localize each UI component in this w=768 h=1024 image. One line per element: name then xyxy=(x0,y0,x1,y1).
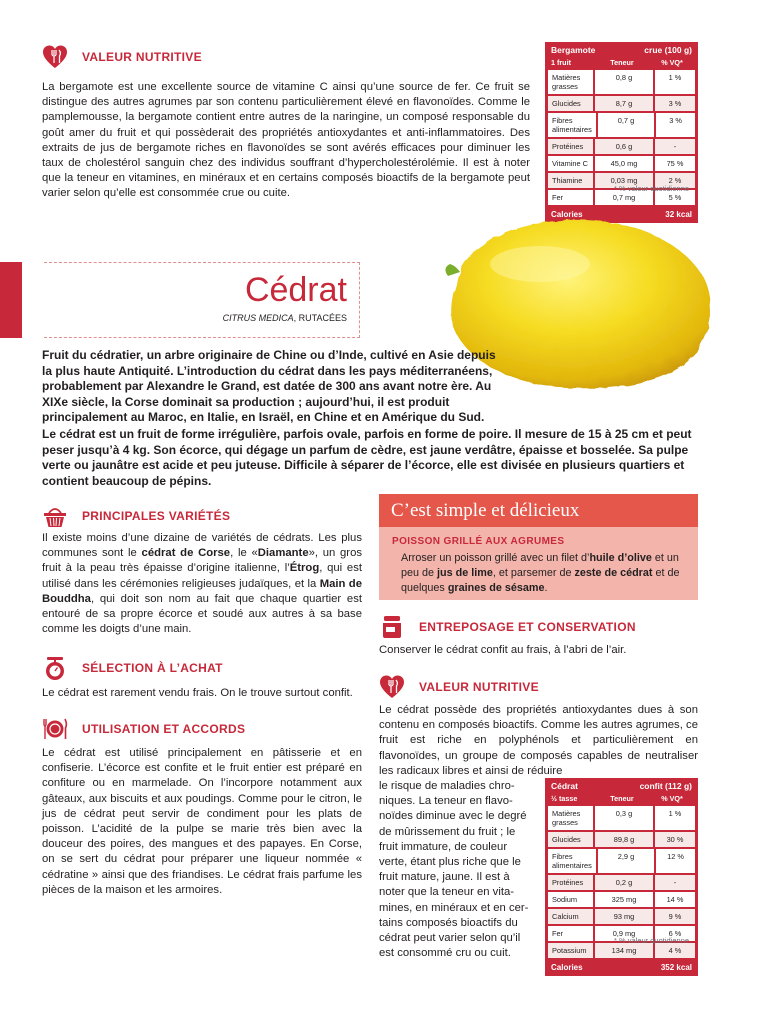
table-cell-value: 45,0 mg xyxy=(595,156,655,171)
table-cell-value: 134 mg xyxy=(595,943,655,958)
table-row xyxy=(548,943,695,960)
text-run: et de quelques xyxy=(401,567,680,594)
table-cell-label: Protéines xyxy=(548,875,595,890)
table-cell-label: Calcium xyxy=(548,909,595,924)
table-cell-vq: 14 % xyxy=(666,895,684,904)
table-cell-value: 0,03 mg xyxy=(595,173,655,188)
table-row xyxy=(548,892,695,909)
text-run: Il existe moins d’une dizaine de variétés de cédrats. Les plus communes sont le xyxy=(42,532,362,560)
text-line: verte, étant plus riche que le xyxy=(379,856,521,869)
table-portion: 1 fruit xyxy=(551,58,571,67)
cedrat-nutrition-lead: Le cédrat possède des propriétés antioxydantes dues à son contenu en composés bioactifs. Comme les autres agrumes, ce fruit est riche en polyphénols et particulièrement en flavonoïdes, un groupe de composés capables de neutraliser les radicaux libres et ainsi de réduire xyxy=(379,704,698,777)
recipe-title: POISSON GRILLÉ AUX AGRUMES xyxy=(392,536,565,547)
col-vq: % VQ* xyxy=(661,794,683,803)
table-cell-vq: 1 % xyxy=(668,73,682,82)
table-footnote: * % valeur quotidienne xyxy=(614,936,690,945)
table-cell-label: Sodium xyxy=(548,892,595,907)
col-vq: % VQ* xyxy=(661,58,683,67)
table-cell-value: 0,3 g xyxy=(595,806,655,830)
text-line: cédrat peut varier selon qu’il xyxy=(379,932,521,945)
latin-name xyxy=(223,313,347,323)
section-title: VALEUR NUTRITIVE xyxy=(82,50,202,64)
text-line: noïdes diminue avec le degré xyxy=(379,810,527,823)
heart-fork-icon xyxy=(379,674,405,700)
text-line: est consommé cru ou cuit. xyxy=(379,947,511,960)
calories-value: 352 kcal xyxy=(660,963,692,972)
variety-main-de-bouddha: Main de Bouddha xyxy=(42,577,362,605)
table-cell-label: Matières grasses xyxy=(548,806,595,830)
section-title: UTILISATION ET ACCORDS xyxy=(82,722,246,736)
heading-entreposage xyxy=(379,614,636,640)
calories-value: 32 kcal xyxy=(665,210,692,219)
table-cell-vq: 30 % xyxy=(666,835,684,844)
page-title: Cédrat xyxy=(244,271,347,309)
table-cell-vq: 6 % xyxy=(668,929,682,938)
table-cell-label: Matières grasses xyxy=(548,70,595,94)
nutrition-table-cedrat xyxy=(545,778,698,976)
text-line: noter que la teneur en vita- xyxy=(379,886,515,899)
text-line: le risque de maladies chro- xyxy=(379,780,515,792)
text-line: tains composés bioactifs du xyxy=(379,916,518,929)
title-accent-bar xyxy=(0,262,22,338)
table-row xyxy=(548,909,695,926)
heart-fork-icon xyxy=(42,44,68,70)
table-row xyxy=(548,96,695,113)
table-cell-value: 8,7 g xyxy=(595,96,655,111)
table-fruit-name: Cédrat xyxy=(551,781,578,791)
table-cell-value: 0,9 mg xyxy=(595,926,655,941)
table-cell-vq: 3 % xyxy=(668,99,682,108)
varietes-text xyxy=(42,531,362,637)
text-line: fruit mature, jaune. Il est à xyxy=(379,871,510,884)
table-cell-value: 89,8 g xyxy=(595,832,655,847)
text-run: , qui est utilisé dans les cérémonies religieuses judaïques, et la xyxy=(42,562,362,590)
table-row xyxy=(548,832,695,849)
table-fruit-name: Bergamote xyxy=(551,45,596,55)
intro-paragraph-2: Le cédrat est un fruit de forme irrégulière, parfois ovale, parfois en forme de poire. Il mesure de 15 à 25 cm et peut peser jusqu’à 4 kg. Son écorce, qui dégage un parfum de cèdre, est jaune verdâtre, épaisse et bosselée. Sa pulpe verte ou jaunâtre est acide et peu juteuse. Difficile à séparer de l’écorce, elle est divisée en plusieurs quartiers et contient beaucoup de pépins. xyxy=(42,427,692,488)
table-state: crue (100 g) xyxy=(644,45,692,55)
table-cell-vq: 3 % xyxy=(669,116,682,125)
entreposage-text: Conserver le cédrat confit au frais, à l’abri de l’air. xyxy=(379,644,627,656)
text-run: Arroser un poisson grillé avec un filet d’ xyxy=(401,552,590,564)
table-cell-label: Fer xyxy=(548,926,595,941)
recipe-band-title: C’est simple et délicieux xyxy=(379,494,698,527)
table-cell-label: Fibres alimentaires xyxy=(548,849,598,873)
table-row xyxy=(548,806,695,832)
calories-label: Calories xyxy=(551,210,583,219)
table-cell-label: Glucides xyxy=(548,832,595,847)
table-cell-label: Thiamine xyxy=(548,173,595,188)
table-state: confit (112 g) xyxy=(639,781,692,791)
table-cell-vq: - xyxy=(673,878,677,887)
table-cell-value: 325 mg xyxy=(595,892,655,907)
table-cell-vq: - xyxy=(673,142,677,151)
table-cell-label: Glucides xyxy=(548,96,595,111)
jar-icon xyxy=(379,614,405,640)
latin-species: CITRUS MEDICA xyxy=(222,313,294,323)
section-title: ENTREPOSAGE ET CONSERVATION xyxy=(419,620,636,634)
text-run: , qui doit son nom au fait que chaque quartier est entouré de sa propre écorce et soudé aux autres à sa base comme les doigts d’une main. xyxy=(42,592,362,636)
table-cell-value: 0,8 g xyxy=(595,70,655,94)
intro-paragraph-1: Fruit du cédratier, un arbre originaire de Chine ou d’Inde, cultivé en Asie depuis la plus haute Antiquité. L’introduction du cédrat dans les pays méditerranéens, probablement par Alexandre le Grand, est datée de 300 ans avant notre ère. Au XIXe siècle, la Corse dominait sa production ; aujourd’hui, il est produit principalement au Maroc, en Italie, en Israël, en Chine et en Amérique du Sud. xyxy=(42,348,496,425)
table-row xyxy=(548,139,695,156)
table-cell-label: Fer xyxy=(548,190,595,205)
heading-selection xyxy=(42,655,223,681)
variety-corse: cédrat de Corse xyxy=(141,547,231,560)
scale-icon xyxy=(42,655,68,681)
table-cell-label: Potassium xyxy=(548,943,595,958)
heading-utilisation xyxy=(42,716,245,742)
text-run: », un gros fruit à la peau très épaisse d’origine italienne, l’ xyxy=(42,547,363,575)
cedrat-nutrition-column xyxy=(379,779,537,961)
table-cell-value: 93 mg xyxy=(595,909,655,924)
table-footnote: * % valeur quotidienne xyxy=(614,184,690,193)
table-cell-label: Protéines xyxy=(548,139,595,154)
table-row xyxy=(548,875,695,892)
basket-icon xyxy=(42,503,68,529)
table-cell-value: 0,6 g xyxy=(595,139,655,154)
section-title: VALEUR NUTRITIVE xyxy=(419,680,539,694)
table-row xyxy=(548,70,695,96)
plant-family: , RUTACÉES xyxy=(293,313,347,323)
table-cell-value: 0,7 g xyxy=(598,113,656,137)
text-line: niques. La teneur en flavo- xyxy=(379,795,513,808)
text-run: , le « xyxy=(230,547,258,560)
ingredient-olive-oil: huile d’olive xyxy=(589,552,652,564)
text-run: . xyxy=(544,582,548,594)
table-cell-label: Fibres alimentaires xyxy=(548,113,598,137)
heading-valeur-nutritive-top xyxy=(42,44,202,70)
table-cell-vq: 9 % xyxy=(668,912,682,921)
table-cell-vq: 12 % xyxy=(667,852,684,861)
table-cell-vq: 1 % xyxy=(668,809,682,818)
ingredient-lime-juice: jus de lime xyxy=(437,567,493,579)
table-row xyxy=(548,849,695,875)
table-cell-value: 2,9 g xyxy=(598,849,656,873)
text-line: de mûrissement du fruit ; le xyxy=(379,825,516,838)
title-block xyxy=(44,262,360,338)
section-title: SÉLECTION À L’ACHAT xyxy=(82,661,223,675)
table-cell-vq: 5 % xyxy=(668,193,682,202)
ingredient-sesame: graines de sésame xyxy=(447,582,545,594)
heading-varietes xyxy=(42,503,230,529)
recipe-text xyxy=(401,551,686,596)
ingredient-cedrat-zest: zeste de cédrat xyxy=(574,567,653,579)
text-line: mines, en minéraux et en cer- xyxy=(379,901,529,914)
col-teneur: Teneur xyxy=(610,58,634,67)
utilisation-text: Le cédrat est utilisé principalement en pâtisserie et en confiserie. L’écorce est confite et le fruit entier est préparé en confiture ou en marmelade. On l’incorpore notamment aux gâteaux, aux biscuits et aux poudings. Comme pour le citron, le jus de cédrat peut servir de condiment pour les plats de poisson. L’acidité de la pulpe se marie très bien avec la douceur des poires, des mangues et des papayes. En Corse, on se sert du cédrat pour préparer une liqueur nommée « cédratine » ainsi que des friandises. Le cédrat frais parfume les pièces de la maison et les armoires. xyxy=(42,747,362,896)
heading-valeur-nutritive xyxy=(379,674,539,700)
table-cell-vq: 4 % xyxy=(668,946,682,955)
selection-text: Le cédrat est rarement vendu frais. On le trouve surtout confit. xyxy=(42,687,353,699)
table-cell-vq: 2 % xyxy=(668,176,682,185)
recipe-box xyxy=(379,494,698,600)
table-cell-vq: 75 % xyxy=(666,159,684,168)
table-cell-label: Vitamine C xyxy=(548,156,595,171)
nutrition-table-bergamote xyxy=(545,42,698,223)
table-row xyxy=(548,156,695,173)
table-row xyxy=(548,113,695,139)
section-title: PRINCIPALES VARIÉTÉS xyxy=(82,509,231,523)
text-run: , et parsemer de xyxy=(492,567,575,579)
text-line: fruit immature, de couleur xyxy=(379,840,508,853)
variety-diamante: Diamante xyxy=(257,547,309,560)
plate-icon xyxy=(42,716,68,742)
table-cell-value: 0,7 mg xyxy=(595,190,655,205)
calories-label: Calories xyxy=(551,963,583,972)
variety-etrog: Étrog xyxy=(289,562,320,575)
col-teneur: Teneur xyxy=(610,794,634,803)
table-cell-value: 0,2 g xyxy=(595,875,655,890)
bergamote-nutrition-text: La bergamote est une excellente source de vitamine C ainsi qu’une source de fer. Ce fruit se distingue des autres agrumes par son contenu particulièrement élevé en flavonoïdes. Comme le pamplemousse, la bergamote contient entre autres de la naringine, un composé responsable du goût amer du fruit et qui possèderait des propriétés antioxydantes et anti-inflammatoires. Des extraits de jus de bergamote riches en flavonoïdes se sont avérés efficaces pour diminuer les taux de cholestérol sanguin chez des individus souffrant d’hypercholestérolémie. Il est à noter que la teneur en vitamines, en minéraux et en certains composés bioactifs de la bergamote peut varier selon qu’elle est consommée crue ou cuite. xyxy=(42,81,530,200)
text-run: et un peu de xyxy=(401,552,679,579)
table-portion: ½ tasse xyxy=(551,794,578,803)
